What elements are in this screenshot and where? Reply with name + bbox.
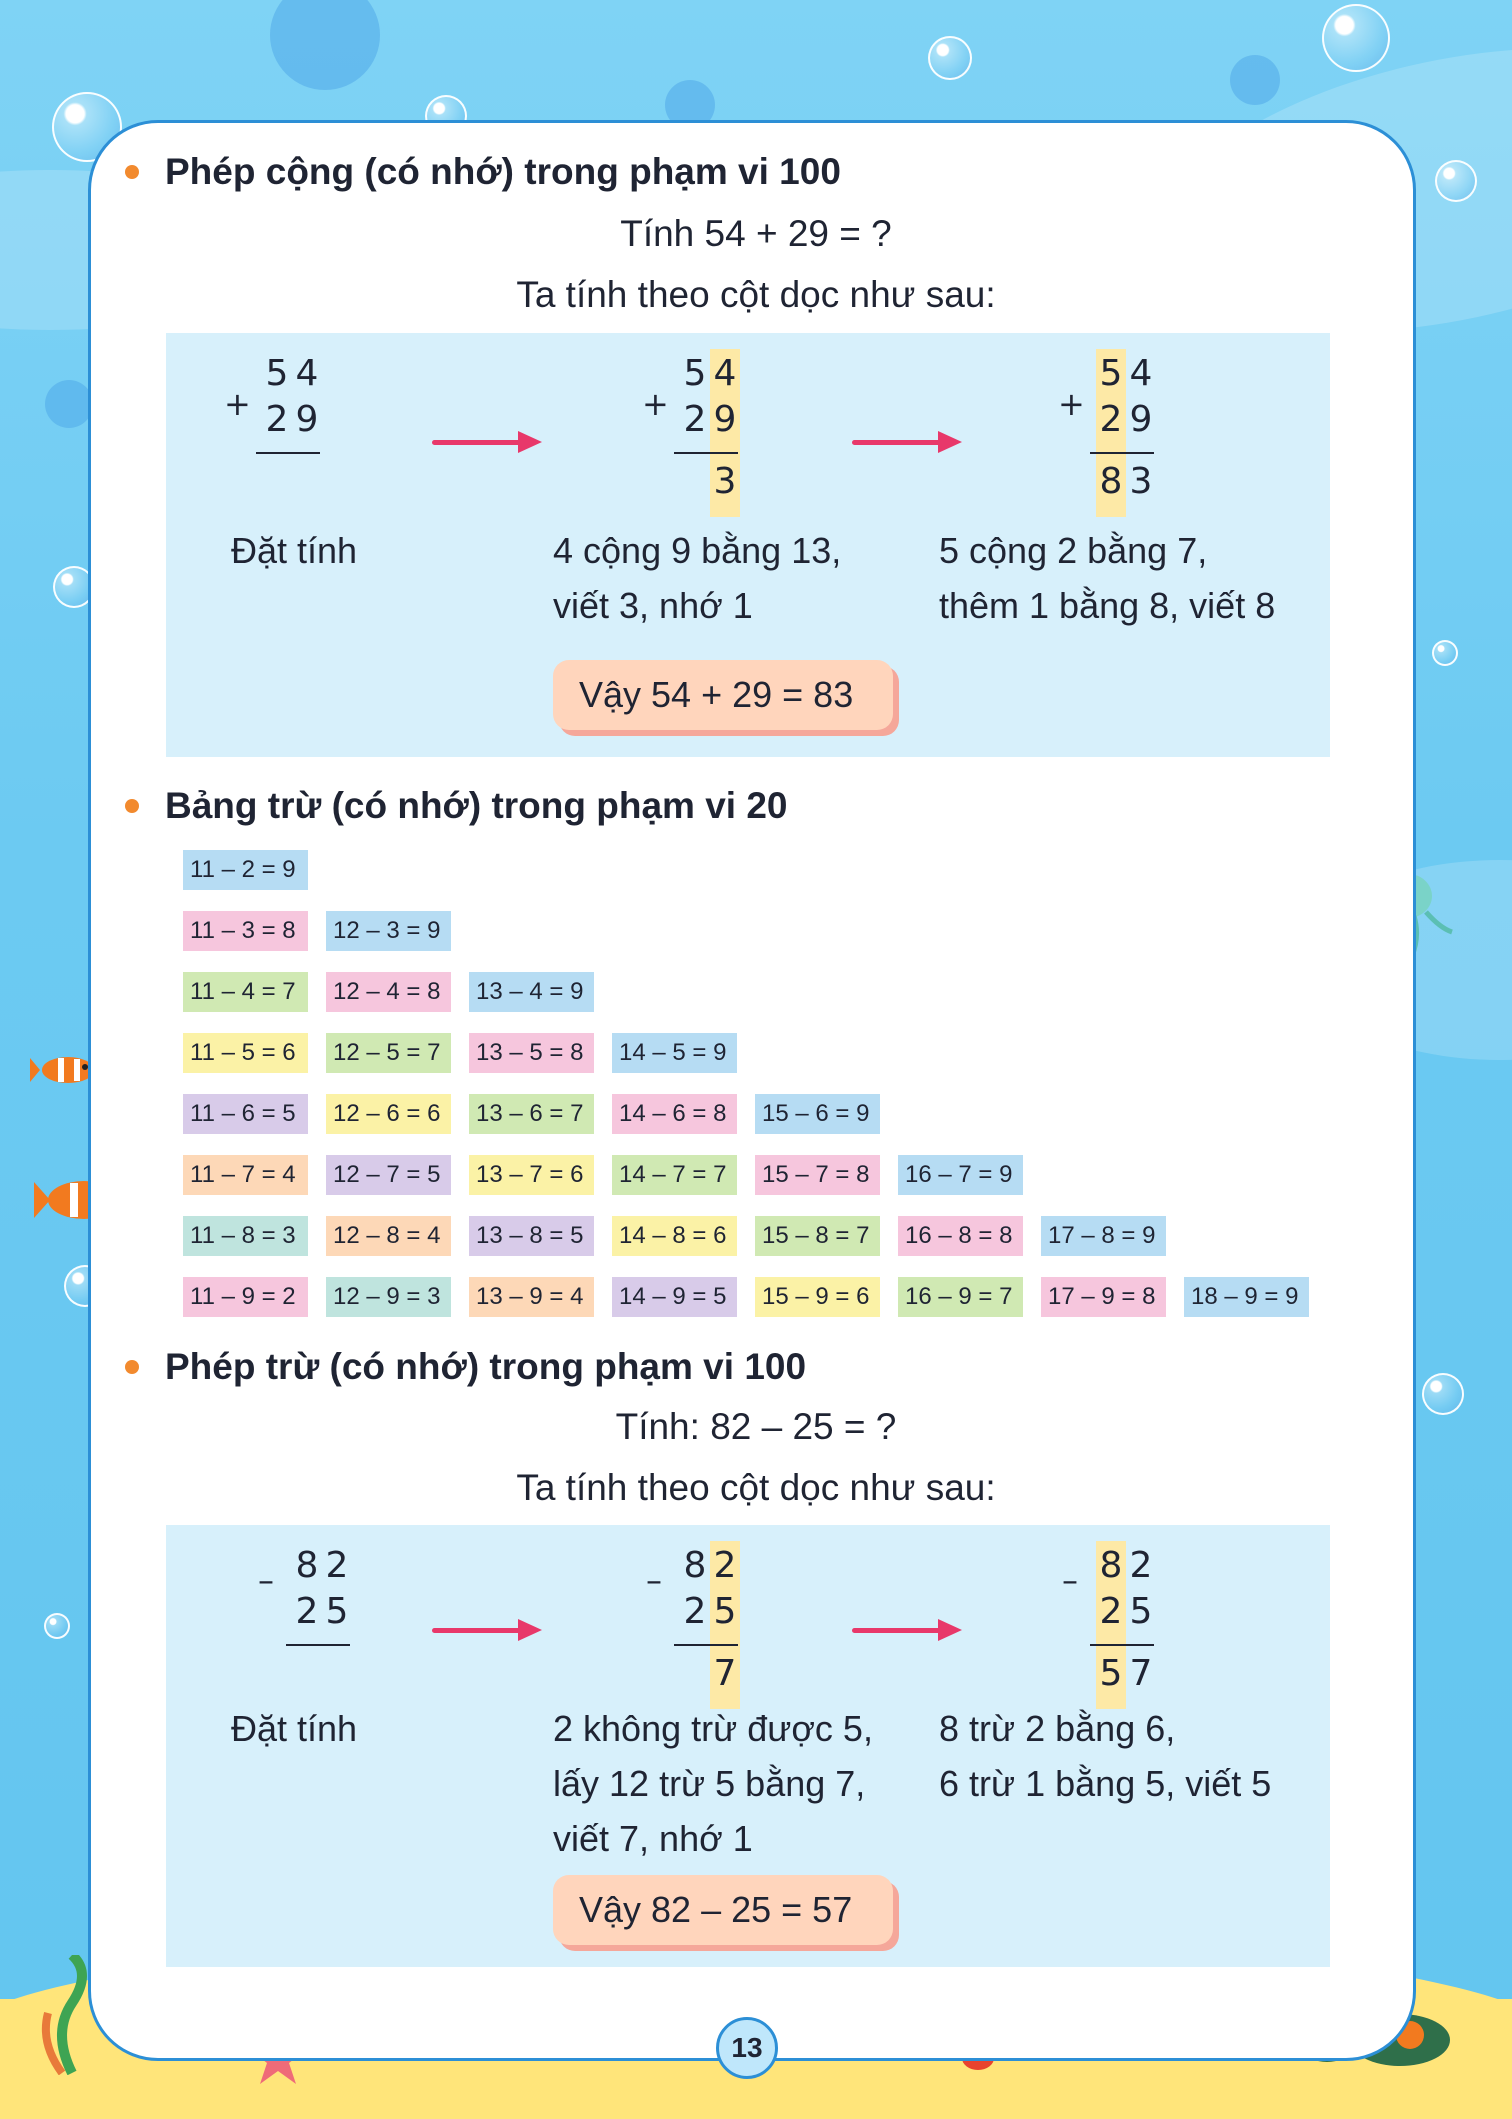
subtraction-fact-chip: 12 – 7 = 5 <box>326 1155 451 1195</box>
subtraction-fact-chip: 13 – 5 = 8 <box>469 1033 594 1073</box>
digit: 2 <box>295 1591 319 1632</box>
digit: 8 <box>1099 1545 1123 1586</box>
section-heading <box>125 1346 806 1388</box>
digit: 7 <box>1129 1653 1153 1694</box>
subtraction-fact-chip: 12 – 9 = 3 <box>326 1277 451 1317</box>
subtraction-fact-chip: 13 – 6 = 7 <box>469 1094 594 1134</box>
subtraction-fact-chip: 11 – 6 = 5 <box>183 1094 308 1134</box>
difference-line <box>286 1644 350 1646</box>
subtraction-fact-chip: 15 – 7 = 8 <box>755 1155 880 1195</box>
page-number: 13 <box>716 2017 778 2079</box>
arrow-right-icon <box>432 1628 536 1633</box>
digit: 4 <box>713 353 737 394</box>
explanation-line: viết 3, nhớ 1 <box>553 585 753 626</box>
explanation-line: lấy 12 trừ 5 bằng 7, <box>553 1763 866 1804</box>
digit: 8 <box>683 1545 707 1586</box>
explanation-line: 6 trừ 1 bằng 5, viết 5 <box>939 1763 1272 1804</box>
subtraction-fact-chip: 14 – 8 = 6 <box>612 1216 737 1256</box>
subtraction-fact-chip: 11 – 3 = 8 <box>183 911 308 951</box>
operator-sign: + <box>224 385 251 423</box>
explanation-line: viết 7, nhớ 1 <box>553 1818 753 1859</box>
subtraction-fact-chip: 12 – 3 = 9 <box>326 911 451 951</box>
subtraction-fact-chip: 13 – 7 = 6 <box>469 1155 594 1195</box>
digit: 9 <box>295 399 319 440</box>
digit: 7 <box>713 1653 737 1694</box>
bubble-icon <box>44 1613 70 1639</box>
subtraction-fact-chip: 13 – 4 = 9 <box>469 972 594 1012</box>
subtraction-fact-chip: 11 – 9 = 2 <box>183 1277 308 1317</box>
step-explanation <box>939 1701 1271 1811</box>
arrow-right-icon <box>852 440 956 445</box>
step-explanation <box>939 523 1275 633</box>
bullet-icon <box>125 165 139 179</box>
digit: 2 <box>1099 399 1123 440</box>
digit: 5 <box>1099 1653 1123 1694</box>
subtraction-fact-chip: 16 – 7 = 9 <box>898 1155 1023 1195</box>
digit: 5 <box>683 353 707 394</box>
subtraction-fact-chip: 14 – 5 = 9 <box>612 1033 737 1073</box>
step-explanation <box>553 523 841 633</box>
section-heading <box>125 785 788 827</box>
explanation-line: 4 cộng 9 bằng 13, <box>553 530 842 571</box>
conclusion-box: Vậy 54 + 29 = 83 <box>553 660 893 730</box>
operator-sign: – <box>258 1561 274 1599</box>
subtraction-fact-chip: 11 – 2 = 9 <box>183 850 308 890</box>
operator-sign: – <box>646 1561 662 1599</box>
subtraction-fact-chip: 11 – 5 = 6 <box>183 1033 308 1073</box>
bubble-icon <box>1432 640 1458 666</box>
subtraction-fact-chip: 11 – 4 = 7 <box>183 972 308 1012</box>
explanation-line: 8 trừ 2 bằng 6, <box>939 1708 1176 1749</box>
bubble-icon <box>928 36 972 80</box>
digit: 3 <box>713 461 737 502</box>
arrow-right-icon <box>432 440 536 445</box>
subtraction-fact-chip: 13 – 8 = 5 <box>469 1216 594 1256</box>
explanation-line: Đặt tính <box>231 1708 358 1749</box>
step-explanation <box>231 1701 357 1756</box>
digit: 4 <box>295 353 319 394</box>
digit: 8 <box>1099 461 1123 502</box>
subtraction-fact-chip: 12 – 5 = 7 <box>326 1033 451 1073</box>
step-explanation <box>553 1701 873 1866</box>
digit: 2 <box>683 399 707 440</box>
subtraction-fact-chip: 17 – 9 = 8 <box>1041 1277 1166 1317</box>
subtraction-fact-chip: 12 – 6 = 6 <box>326 1094 451 1134</box>
digit: 2 <box>713 1545 737 1586</box>
blob-decoration <box>270 0 380 90</box>
subtraction-fact-chip: 15 – 9 = 6 <box>755 1277 880 1317</box>
digit: 8 <box>295 1545 319 1586</box>
sum-line <box>1090 452 1154 454</box>
section-heading <box>125 151 841 193</box>
difference-line <box>674 1644 738 1646</box>
digit: 2 <box>325 1545 349 1586</box>
digit: 2 <box>1129 1545 1153 1586</box>
digit: 2 <box>265 399 289 440</box>
subtraction-fact-chip: 17 – 8 = 9 <box>1041 1216 1166 1256</box>
section-title: Bảng trừ (có nhớ) trong phạm vi 20 <box>165 785 788 826</box>
digit: 5 <box>1099 353 1123 394</box>
blob-decoration <box>1230 55 1280 105</box>
explanation-line: 5 cộng 2 bằng 7, <box>939 530 1208 571</box>
subtraction-fact-chip: 14 – 7 = 7 <box>612 1155 737 1195</box>
sum-line <box>256 452 320 454</box>
section-title: Phép trừ (có nhớ) trong phạm vi 100 <box>165 1346 807 1387</box>
conclusion-box: Vậy 82 – 25 = 57 <box>553 1875 893 1945</box>
bubble-icon <box>1322 4 1390 72</box>
problem-text: Tính 54 + 29 = ? <box>620 213 892 254</box>
digit: 5 <box>1129 1591 1153 1632</box>
digit: 5 <box>265 353 289 394</box>
subtraction-fact-chip: 14 – 9 = 5 <box>612 1277 737 1317</box>
operator-sign: + <box>1058 385 1085 423</box>
digit: 2 <box>683 1591 707 1632</box>
digit: 9 <box>1129 399 1153 440</box>
bullet-icon <box>125 1360 139 1374</box>
subtraction-fact-chip: 14 – 6 = 8 <box>612 1094 737 1134</box>
bubble-icon <box>1435 160 1477 202</box>
difference-line <box>1090 1644 1154 1646</box>
sum-line <box>674 452 738 454</box>
subtraction-fact-chip: 15 – 8 = 7 <box>755 1216 880 1256</box>
subtraction-fact-chip: 15 – 6 = 9 <box>755 1094 880 1134</box>
explanation-line: thêm 1 bằng 8, viết 8 <box>939 585 1276 626</box>
subtraction-fact-chip: 12 – 4 = 8 <box>326 972 451 1012</box>
subtraction-fact-chip: 18 – 9 = 9 <box>1184 1277 1309 1317</box>
digit: 9 <box>713 399 737 440</box>
section-title: Phép cộng (có nhớ) trong phạm vi 100 <box>165 151 841 192</box>
step-explanation <box>231 523 357 578</box>
explanation-line: 2 không trừ được 5, <box>553 1708 873 1749</box>
digit: 4 <box>1129 353 1153 394</box>
subtraction-fact-chip: 13 – 9 = 4 <box>469 1277 594 1317</box>
method-text: Ta tính theo cột dọc như sau: <box>516 274 996 315</box>
subtraction-fact-chip: 11 – 8 = 3 <box>183 1216 308 1256</box>
method-text: Ta tính theo cột dọc như sau: <box>516 1467 996 1508</box>
digit: 5 <box>325 1591 349 1632</box>
subtraction-fact-chip: 16 – 8 = 8 <box>898 1216 1023 1256</box>
digit: 3 <box>1129 461 1153 502</box>
problem-text: Tính: 82 – 25 = ? <box>615 1406 897 1447</box>
bullet-icon <box>125 799 139 813</box>
subtraction-fact-chip: 16 – 9 = 7 <box>898 1277 1023 1317</box>
digit: 2 <box>1099 1591 1123 1632</box>
operator-sign: – <box>1062 1561 1078 1599</box>
subtraction-fact-chip: 12 – 8 = 4 <box>326 1216 451 1256</box>
arrow-right-icon <box>852 1628 956 1633</box>
subtraction-fact-chip: 11 – 7 = 4 <box>183 1155 308 1195</box>
digit: 5 <box>713 1591 737 1632</box>
explanation-line: Đặt tính <box>231 530 358 571</box>
blob-decoration <box>45 380 93 428</box>
operator-sign: + <box>642 385 669 423</box>
